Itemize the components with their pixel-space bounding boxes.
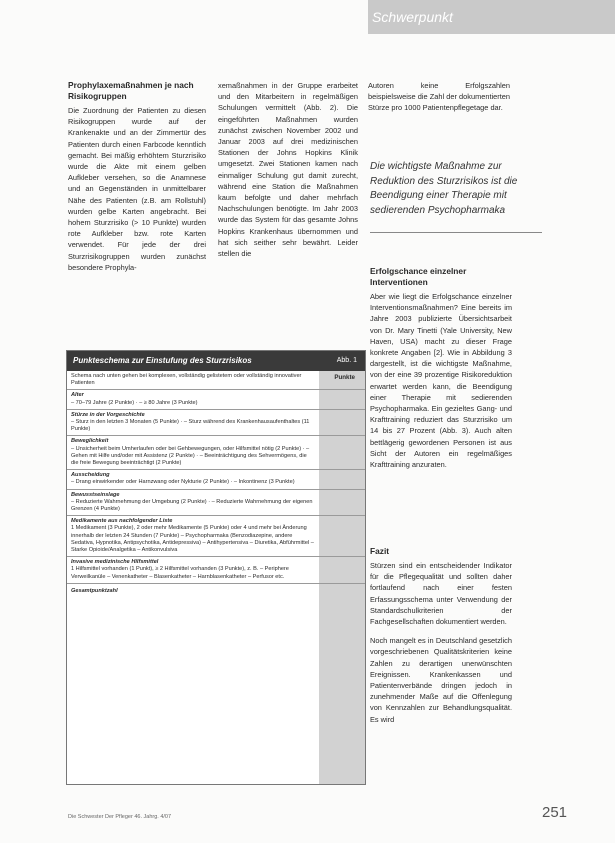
section-erfolgschance (370, 266, 512, 470)
pull-quote-rule (370, 232, 542, 233)
row-text: – Drang einwirkender oder Harnzwang oder Nykturie (2 Punkte) · – Inkontinenz (3 Punkte) (71, 479, 295, 486)
fazit-heading: Fazit (370, 546, 390, 556)
row-text: – Sturz in den letzten 3 Monaten (5 Punkte) · – Sturz während des Krankenhausaufenthaltes (11 Punkte) (71, 419, 310, 433)
table-row (67, 389, 365, 408)
row-text: 1 Hilfsmittel vorhanden (1 Punkt), ≥ 2 Hilfsmittel vorhanden (3 Punkte), z. B. – Periphere Verweilkanüle – Venenkatheter – Blasenkatheter – Harnblasenkatheter – Perfusor etc. (71, 566, 289, 580)
journal-footer: Die Schwester Der Pfleger 46. Jahrg. 4/07 (68, 814, 172, 820)
fazit-text-1: Stürzen sind ein entscheidender Indikator für die Pflegequalität und sollten daher fortlaufend nach einer festen Erfassungsschema unter Verwendung der Standardschulkriterien der Fachgesellschaften dokumentiert werden. (370, 561, 512, 627)
row-category: Invasive medizinische Hilfsmittel (71, 559, 159, 566)
row-category: Stürze in der Vorgeschichte (71, 411, 145, 418)
col2-text: xemaßnahmen in der Gruppe erarbeitet und den Mitarbeitern in regelmäßigen Schulungen vermittelt (Abb. 2). Die eingeführten Maßnahmen wurden zunächst zwischen November 2002 und Januar 2003 auf drei medizinischen Stationen der Johns Hopkins Klinik umgesetzt. Zwei Stationen kamen nach einmaliger Schulung gut damit zurecht, während eine Station die Maßnahmen kaum befolgte und daher mehrfach Nachschulungen benötigte. Im Jahr 2003 wurde das System für das gesamte Johns Hopkins Krankenhaus übernommen und hat sich seither sehr bewährt. Leider stellen die (218, 81, 358, 259)
figure-label: Abb. 1 (336, 357, 357, 364)
table-row (67, 469, 365, 488)
table-title: Punkteschema zur Einstufung des Sturzrisikos (73, 356, 252, 365)
table-row (67, 515, 365, 556)
column-1 (68, 80, 206, 273)
table-row (67, 556, 365, 583)
erfolg-text: Aber wie liegt die Erfolgschance einzelner Interventionsmaßnahmen? Eine bereits im Jahre 2003 publizierte Übersichtsarbeit von Dr. Mary Tinetti (Yale University, New Haven, USA) macht zu dieser Frage konkrete Angaben [2]. Wie in Abbildung 3 dargestellt, ist die wichtigste Maßnahme, von der eine 39 prozentige Risikoreduktion erwartet werden kann, die Beendigung einer Therapie mit sedierenden Psychopharmaka. Ein gezieltes Gang- und Krafttraining reduziert das Sturzrisiko um 14 bis 27 Prozent (Abb. 3). Auch alten bettlägerig gewordenen Personen ist aus Sicht der Autoren ein regelmäßiges Krafttraining anzuraten. (370, 292, 512, 470)
page-number: 251 (542, 804, 568, 821)
table-body (67, 371, 365, 599)
section-fazit (370, 546, 512, 725)
row-text: – Reduzierte Wahrnehmung der Umgebung (2 Punkte) · – Reduzierte Wahrnehmung der eigenen Grenzen (4 Punkte) (71, 498, 313, 513)
table-row (67, 371, 365, 389)
pull-quote: Die wichtigste Maßnahme zur Reduktion des Sturzrisikos ist die Beendigung einer Therapie mit sedierenden Psychopharmaka (370, 161, 518, 216)
fazit-text-2: Noch mangelt es in Deutschland gesetzlich vorgeschriebenen Qualitätskriterien keine Zahlen zu derartigen unerwünschten Ereignissen. Krankenkassen und Patientenverbände dringen jedoch in zunehmender Maße auf die Offenlegung von Kennzahlen zur Behandlungsqualität. Es wird (370, 636, 512, 724)
table-row-total (67, 583, 365, 599)
row-category: Gesamtpunktzahl (71, 587, 118, 594)
row-category: Bewusstseinslage (71, 491, 120, 498)
table-row (67, 409, 365, 436)
row-category: Beweglichkeit (71, 438, 109, 445)
row-text: – Unsicherheit beim Umherlaufen oder bei Gehbewegungen, oder Hilfsmittel nötig (2 Punkte) · – Gehen mit Hilfe und/oder mit Assistenz (2 Punkte) · – Beeinträchtigung des Sehvermögens, die die freie Bewegung beeinträchtigt (2 Punkte) (71, 445, 310, 467)
table-row (67, 489, 365, 516)
points-header: Punkte (334, 374, 355, 381)
row-category: Ausscheidung (71, 472, 110, 479)
row-text: – 70–79 Jahre (2 Punkte) · – ≥ 80 Jahre (3 Punkte) (71, 399, 198, 406)
col3-text: Autoren keine Erfolgszahlen beispielsweise die Zahl der dokumentierten Stürze pro 1000 Patientenpflegetage dar. (368, 81, 510, 113)
table-header (67, 351, 365, 371)
row-category: Medikamente aus nachfolgender Liste (71, 518, 173, 525)
risk-score-table (66, 350, 366, 785)
column-3 (368, 80, 510, 114)
section-title: Schwerpunkt (372, 9, 453, 25)
col1-text: Die Zuordnung der Patienten zu diesen Risikogruppen wurde auf der Krankenakte und an der Zimmertür des Patienten durch einen Farbcode kenntlich gemacht. Bei mäßig erhöhtem Sturzrisiko wurde die Akte mit einem gelben Aufkleber versehen, so die Anamnese und an Gegenständen in unmittelbarer Nähe des Patienten (z.B. am Rollstuhl) wurden gelbe Karten angebracht. Bei hohem Sturzrisiko (> 10 Punkte) wurden rote Aufkleber bzw. rote Karten verwendet. Für jede der drei Sturzrisikogruppen wurden zunächst besondere Prophyla- (68, 106, 206, 272)
row-text: 1 Medikament (3 Punkte), 2 oder mehr Medikamente (5 Punkte) oder 4 und mehr bei Änderung innerhalb der letzten 24 Stunden (7 Punkte) – Psychopharmaka (Benzodiazepine, andere Sedativa, Hypnotika, Antipsychotika, Antidepressiva) – Antihypertensiva – Diuretika, Abführmittel – Starke Opioide/Analgetika – Antikonvulsiva (71, 525, 314, 554)
column-2 (218, 80, 358, 259)
table-row (67, 435, 365, 469)
row-text: Schema nach unten gehen bei komplexen, vollständig gelistetem oder vollständig innovativer Patienten (71, 373, 302, 387)
row-category: Alter (71, 392, 84, 399)
erfolg-heading: Erfolgschance einzelner Interventionen (370, 266, 467, 287)
col1-heading: Prophylaxemaßnahmen je nach Risikogruppen (68, 80, 194, 101)
